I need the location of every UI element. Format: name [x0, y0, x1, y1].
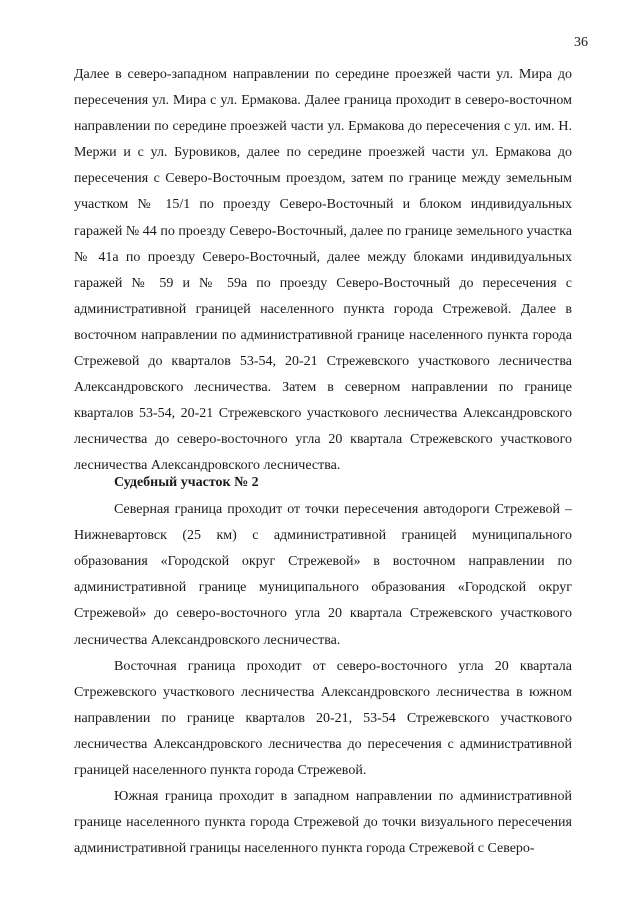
court-district-2-section	[74, 470, 572, 862]
east-boundary-paragraph: Восточная граница проходит от северо-восточного угла 20 квартала Стрежевского участкового лесничества Александровского лесничества в южном направлении по границе кварталов 20-21, 53-54 Стрежевского участкового лесничества Александровского лесничества до пересечения с административной границей населенного пункта города Стрежевой.	[74, 658, 572, 779]
section-heading: Судебный участок № 2	[114, 475, 259, 490]
north-boundary-paragraph: Северная граница проходит от точки пересечения автодороги Стрежевой – Нижневартовск (25 км) с административной границей муниципального образования «Городской округ Стрежевой» в восточном направлении по административной границе муниципального образования «Городской округ Стрежевой» до северо-восточного угла 20 квартала Стрежевского участкового лесничества Александровского лесничества.	[74, 502, 572, 648]
page-number: 36	[574, 35, 588, 50]
continuation-paragraph: Далее в северо-западном направлении по середине проезжей части ул. Мира до пересечения ул. Мира с ул. Ермакова. Далее граница проходит в северо-восточном направлении по середине проезжей части ул. Ермакова до пересечения с ул. им. Н. Мержи и с ул. Буровиков, далее по середине проезжей части ул. Ермакова до пересечения с Северо-Восточным проездом, затем по границе между земельным участком № 15/1 по проезду Северо-Восточный и блоком индивидуальных гаражей № 44 по проезду Северо-Восточный, далее по границе земельного участка № 41а по проезду Северо-Восточный, далее между блоками индивидуальных гаражей № 59 и № 59а по проезду Северо-Восточный до пересечения с административной границей населенного пункта города Стрежевой. Далее в восточном направлении по административной границе населенного пункта города Стрежевой до кварталов 53-54, 20-21 Стрежевского участкового лесничества Александровского лесничества. Затем в северном направлении по границе кварталов 53-54, 20-21 Стрежевского участкового лесничества Александровского лесничества до северо-восточного угла 20 квартала Стрежевского участкового лесничества Александровского лесничества.	[74, 67, 572, 474]
south-boundary-paragraph: Южная граница проходит в западном направлении по административной границе населенного пункта города Стрежевой до точки визуального пересечения административной границы населенного пункта города Стрежевой с Северо-	[74, 789, 572, 857]
continuation-section	[74, 62, 572, 480]
